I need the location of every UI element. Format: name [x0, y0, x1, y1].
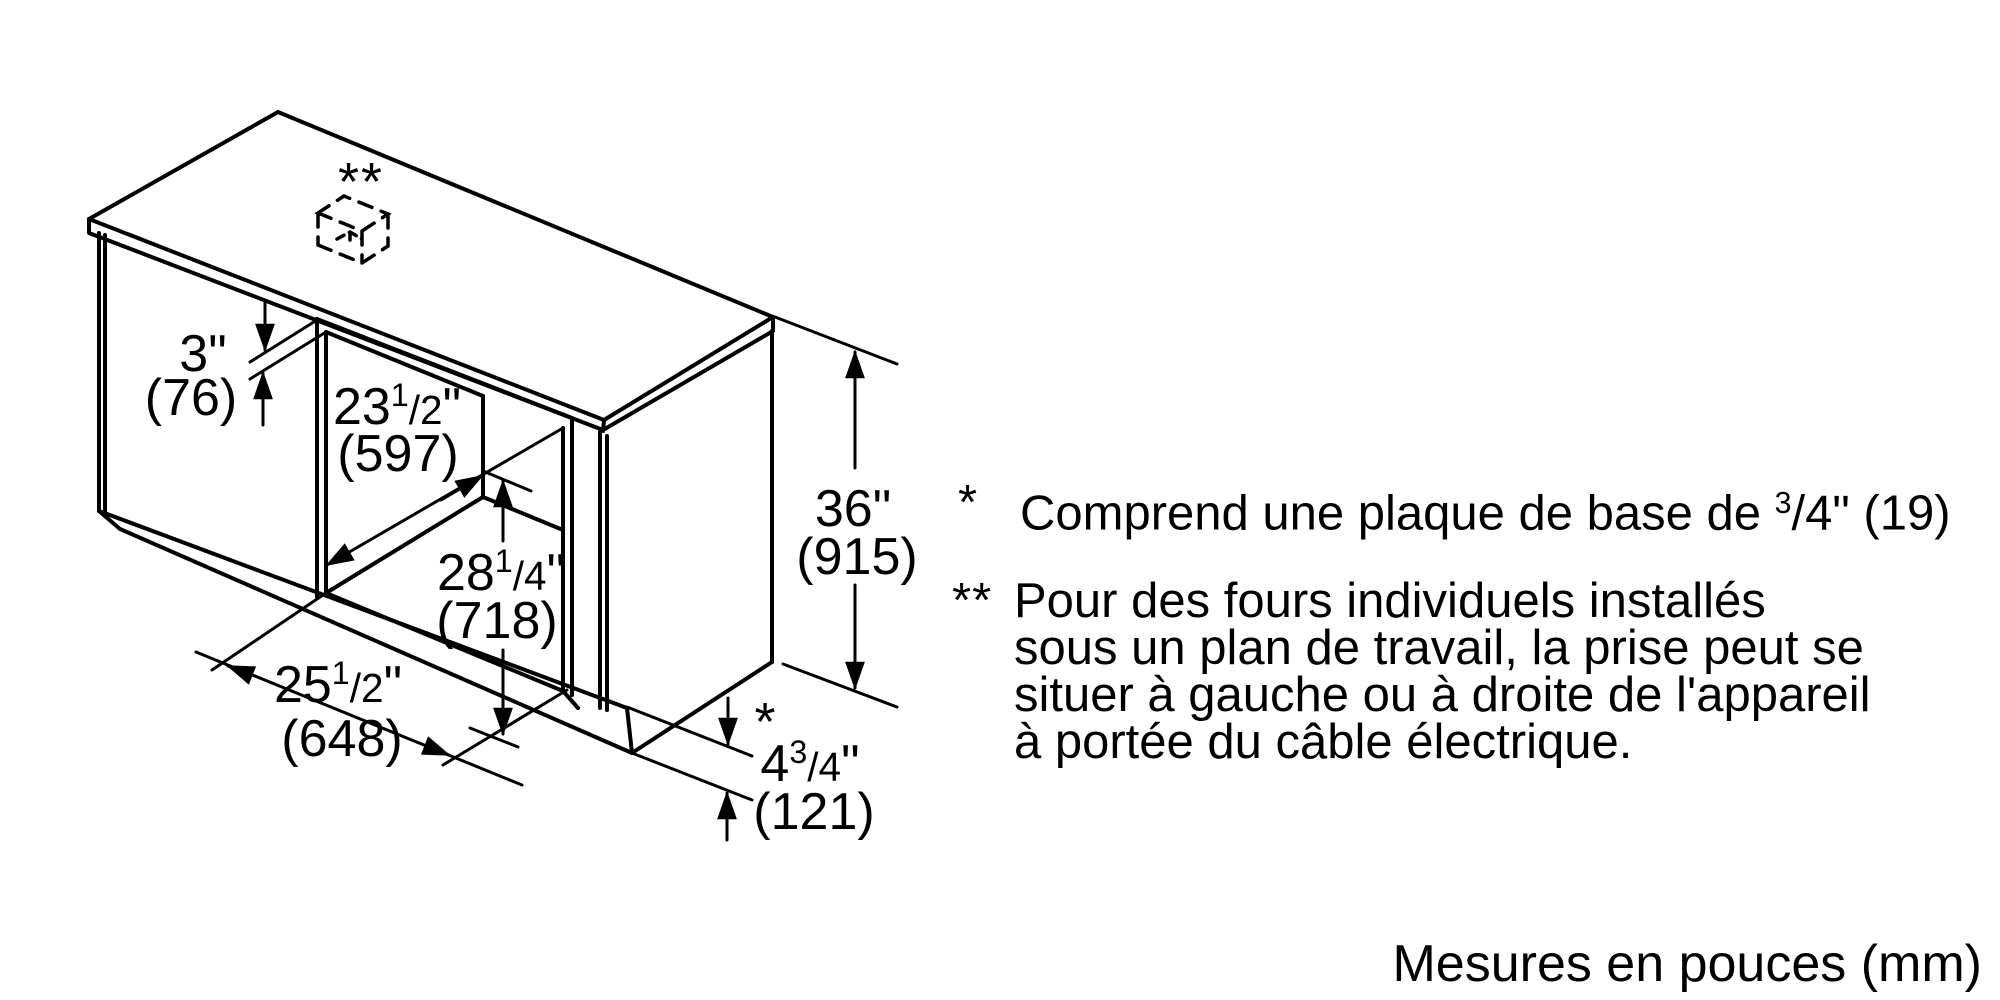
- dim-frac-num: 1: [331, 655, 350, 692]
- dim-value: 36: [814, 479, 873, 538]
- dim-label-opening-width-mm: (648): [281, 710, 403, 768]
- dim-frac-num: 1: [494, 543, 513, 580]
- dim-frac-den: /4: [512, 552, 547, 599]
- dim-value: 28: [436, 543, 495, 602]
- dim-unit: ": [208, 324, 227, 383]
- cabinet-body: [99, 233, 772, 753]
- dim-label-opening-width-in: [273, 655, 403, 714]
- units-caption: Mesures en pouces (mm): [1392, 935, 1982, 993]
- dim-label-counter-height-mm: (915): [796, 528, 918, 586]
- dim-unit: ": [383, 655, 403, 714]
- dim-frac-den: /2: [349, 664, 384, 711]
- dim-unit: ": [546, 543, 566, 602]
- base-plate-asterisk-marker: *: [754, 692, 778, 752]
- footnote-line: à portée du câble électrique.: [1014, 715, 1633, 769]
- dim-value: 23: [332, 377, 391, 436]
- dim-label-niche-width-mm: (597): [337, 425, 459, 483]
- dim-toe-kick-4threequarter: [627, 698, 752, 840]
- dim-label-niche-height-mm: (718): [436, 592, 558, 650]
- dim-unit: ": [872, 479, 892, 538]
- dim-frac-den: /4: [807, 743, 842, 790]
- footnote-text-suffix: /4" (19): [1791, 486, 1951, 541]
- footnote-frac-num: 3: [1774, 486, 1792, 520]
- dim-label-counter-height-in: [814, 479, 892, 538]
- dim-label-niche-height-in: [436, 543, 566, 602]
- outlet-receptacle-detail: [337, 232, 362, 245]
- dim-frac-den: /2: [408, 386, 443, 433]
- footnote-text: [1020, 480, 1951, 541]
- footnote-marker: **: [952, 574, 993, 628]
- dim-frac-num: 1: [390, 377, 409, 414]
- outlet-double-asterisk-marker: **: [337, 152, 385, 212]
- dim-label-toe-kick-mm: (121): [753, 783, 875, 841]
- dim-value: 3: [179, 324, 209, 383]
- dim-unit: ": [841, 734, 860, 793]
- footnote-text-prefix: Comprend une plaque de base de: [1020, 486, 1775, 541]
- dim-frac-num: 3: [789, 734, 808, 771]
- footnote-marker: *: [958, 476, 979, 530]
- footnote-base-plate: [958, 476, 1951, 541]
- footnote-text: [1014, 574, 1871, 769]
- footnote-line: situer à gauche ou à droite de l'appareil: [1014, 668, 1871, 722]
- footnote-line: Pour des fours individuels installés: [1014, 574, 1766, 628]
- dim-label-top-gap-mm: (76): [144, 369, 238, 427]
- footnote-outlet-position: [952, 574, 1871, 769]
- footnote-line: sous un plan de travail, la prise peut se: [1014, 621, 1864, 675]
- dim-value: 4: [760, 734, 790, 793]
- dim-unit: ": [442, 377, 462, 436]
- dim-value: 25: [273, 655, 332, 714]
